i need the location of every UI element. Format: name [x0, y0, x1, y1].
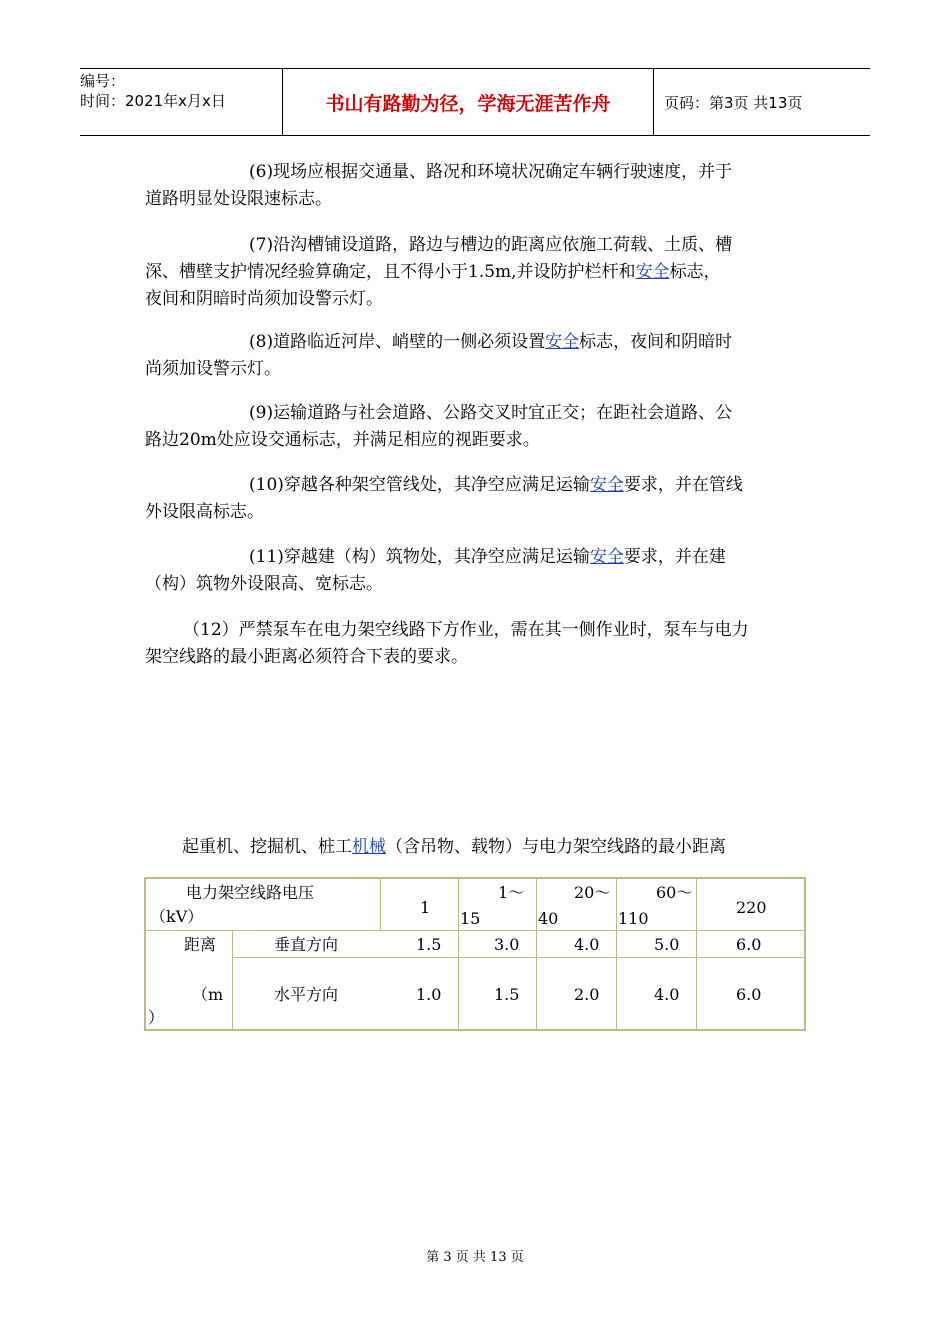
header-motto: 书山有路勤为径，学海无涯苦作舟: [282, 69, 654, 135]
horizontal-value: 1.5: [494, 985, 520, 1004]
paragraph-8: [145, 329, 809, 383]
paragraph-9: [145, 400, 809, 454]
voltage-4-bottom: 110: [618, 909, 649, 928]
header-meta: [80, 69, 282, 135]
text-segment: (10)穿越各种架空管线处，其净空应满足运输: [249, 475, 590, 495]
page-header: [80, 68, 870, 136]
horizontal-value: 1.0: [416, 985, 442, 1004]
header-time: 时间：2021年x月x日: [80, 92, 226, 110]
text-segment: (8)道路临近河岸、峭壁的一侧必须设置: [249, 332, 546, 352]
horizontal-direction-label: 水平方向: [274, 985, 339, 1004]
voltage-2-top: 1～: [498, 883, 525, 902]
safety-link[interactable]: 安全: [545, 332, 580, 352]
table-gridline: [616, 879, 617, 1029]
page-footer: 第 3 页 共 13 页: [426, 1250, 524, 1265]
paragraph-line: [145, 329, 809, 356]
paragraph-11: [145, 544, 809, 598]
paragraph-line: 架空线路的最小距离必须符合下表的要求。: [145, 647, 468, 667]
text-segment: 标志，: [669, 262, 721, 282]
table-gridline: [146, 930, 804, 931]
header-page-code: 页码：第3页 共13页: [664, 93, 803, 112]
paragraph-line: （12）严禁泵车在电力架空线路下方作业，需在其一侧作业时，泵车与电力: [183, 620, 749, 640]
horizontal-value: 6.0: [736, 985, 762, 1004]
paragraph-line: [145, 259, 809, 286]
paragraph-7: [145, 232, 809, 313]
text-segment: (11)穿越建（构）筑物处，其净空应满足运输: [249, 547, 590, 567]
vertical-value: 6.0: [736, 935, 762, 954]
safety-link[interactable]: 安全: [589, 475, 624, 495]
paragraph-line: (7)沿沟槽铺设道路，路边与槽边的距离应依施工荷载、土质、槽: [249, 235, 733, 255]
table-gridline: [380, 879, 381, 930]
vertical-value: 3.0: [494, 935, 520, 954]
paragraph-line: （构）筑物外设限高、宽标志。: [145, 574, 383, 594]
paragraph-line: 路边20m处应设交通标志，并满足相应的视距要求。: [145, 430, 540, 450]
paragraph-6: [145, 159, 809, 213]
paragraph-line: [145, 472, 809, 499]
voltage-3-top: 20～: [574, 883, 611, 902]
vertical-value: 1.5: [416, 935, 442, 954]
text-segment: 深、槽壁支护情况经验算确定，且不得小于1.5m,并设防护栏杆和: [145, 262, 636, 282]
voltage-5: 220: [736, 898, 767, 917]
text-segment: （含吊物、载物）与电力架空线路的最小距离: [386, 837, 726, 857]
safety-link[interactable]: 安全: [635, 262, 670, 282]
horizontal-value: 2.0: [574, 985, 600, 1004]
table-gridline: [696, 879, 697, 1029]
text-segment: 标志，夜间和阴暗时: [579, 332, 733, 352]
paragraph-10: [145, 472, 809, 526]
vertical-direction-label: 垂直方向: [274, 935, 339, 954]
paragraph-12: [145, 617, 809, 671]
paragraph-line: 尚须加设警示灯。: [145, 359, 281, 379]
voltage-header: 电力架空线路电压: [186, 883, 315, 902]
text-segment: 起重机、挖掘机、桩工: [182, 837, 352, 857]
voltage-4-top: 60～: [656, 883, 693, 902]
table-gridline: [232, 930, 233, 1029]
table-caption: [182, 832, 726, 857]
paragraph-line: 外设限高标志。: [145, 502, 264, 522]
table-gridline: [232, 957, 804, 958]
voltage-unit: （kV）: [150, 907, 204, 926]
text-segment: 要求，并在管线: [623, 475, 743, 495]
paragraph-line: 道路明显处设限速标志。: [145, 189, 332, 209]
machinery-link[interactable]: 机械: [352, 837, 386, 857]
voltage-3-bottom: 40: [538, 909, 559, 928]
text-segment: 要求，并在建: [623, 547, 726, 567]
table-gridline: [458, 879, 459, 1029]
distance-unit: （m: [192, 985, 224, 1004]
distance-table: [144, 877, 806, 1031]
doc-number-label: 编号：: [80, 72, 126, 90]
horizontal-value: 4.0: [654, 985, 680, 1004]
voltage-2-bottom: 15: [460, 909, 481, 928]
safety-link[interactable]: 安全: [589, 547, 624, 567]
paragraph-line: (6)现场应根据交通量、路况和环境状况确定车辆行驶速度，并于: [249, 162, 733, 182]
distance-unit-close: ）: [148, 1008, 165, 1027]
vertical-value: 5.0: [654, 935, 680, 954]
distance-label: 距离: [184, 935, 217, 954]
vertical-value: 4.0: [574, 935, 600, 954]
voltage-1: 1: [420, 898, 431, 917]
paragraph-line: 夜间和阴暗时尚须加设警示灯。: [145, 289, 383, 309]
paragraph-line: (9)运输道路与社会道路、公路交叉时宜正交；在距社会道路、公: [249, 403, 733, 423]
table-gridline: [536, 879, 537, 1029]
paragraph-line: [145, 544, 809, 571]
